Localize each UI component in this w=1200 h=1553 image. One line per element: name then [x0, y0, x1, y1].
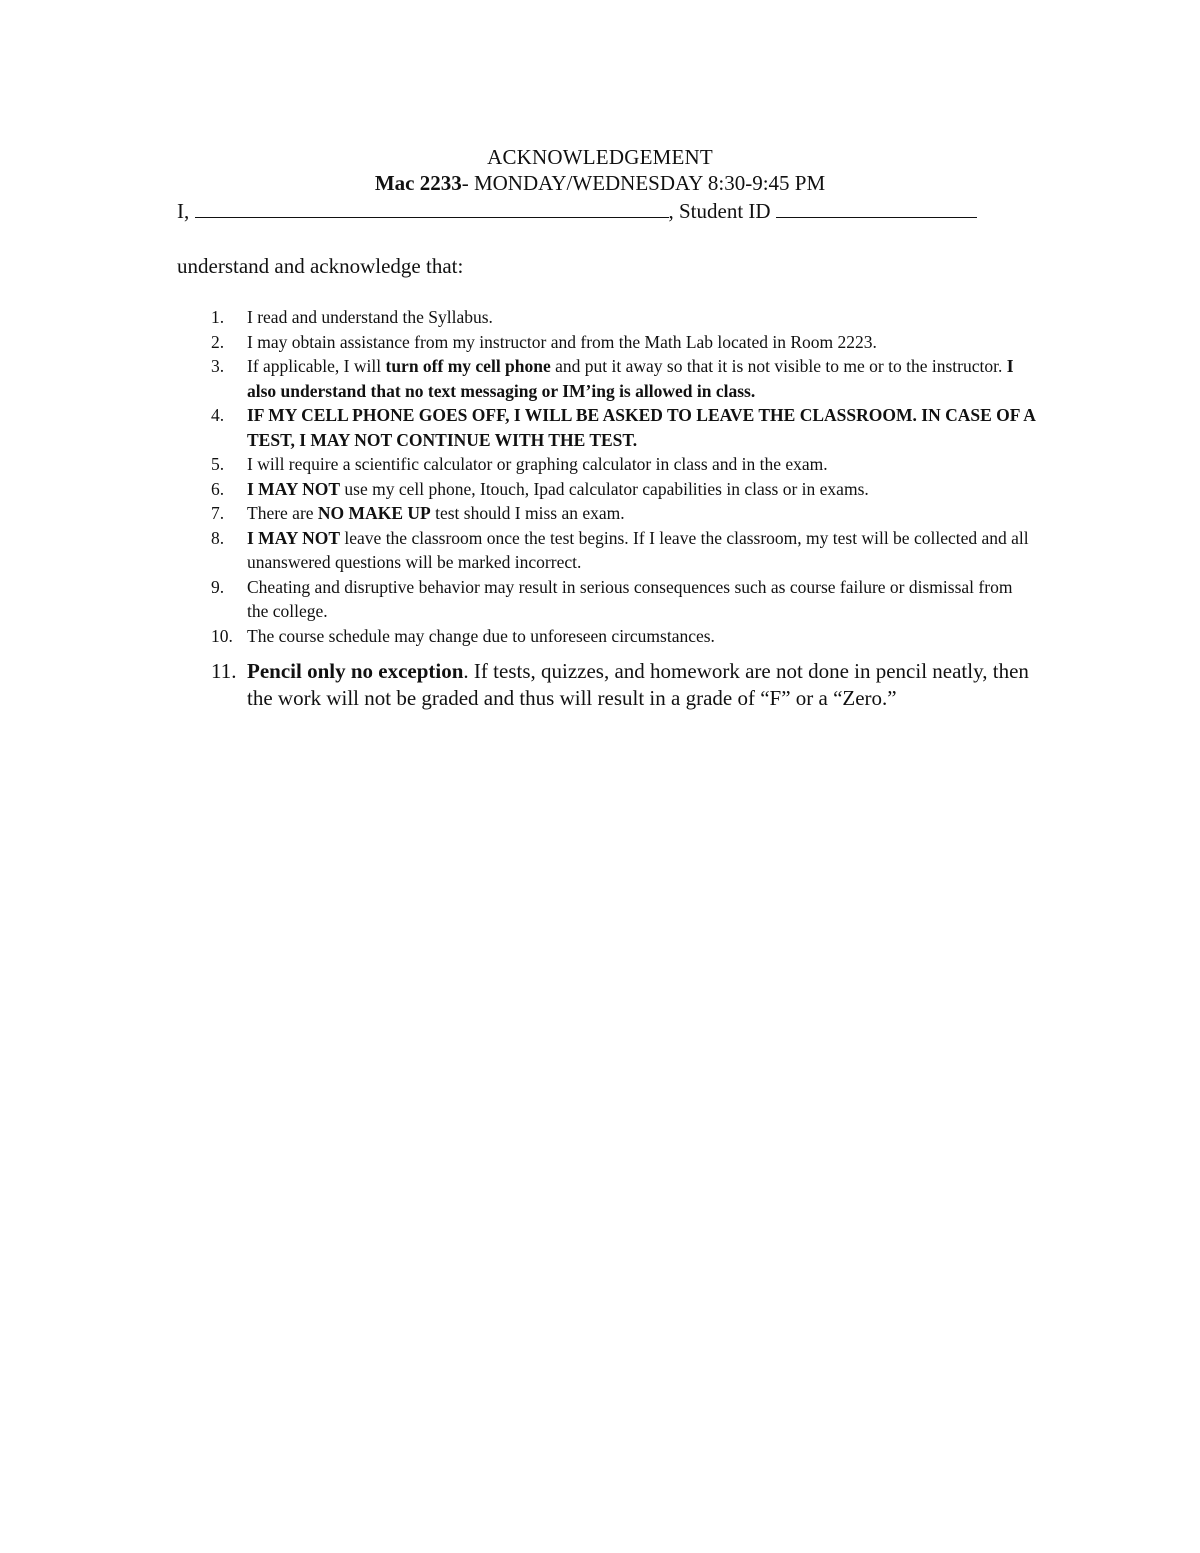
list-item — [177, 330, 1037, 355]
list-item-number: 11. — [211, 659, 237, 683]
list-item-bold-text: turn off my cell phone — [385, 356, 551, 376]
list-item-text: The course schedule may change due to unforeseen circumstances. — [247, 625, 715, 646]
list-item — [177, 501, 1037, 526]
list-item-bold-text: I MAY NOT — [247, 527, 341, 548]
list-item-number: 3. — [211, 356, 225, 376]
list-item-number: 5. — [211, 454, 225, 474]
list-item — [177, 354, 1037, 403]
list-item-number: 1. — [211, 307, 225, 327]
list-item-text: I will require a scientific calculator or graphing calculator in class and in the exam. — [247, 454, 828, 474]
list-item-text: and put it away so that it is not visible to me or to the instructor. — [550, 356, 1007, 376]
list-item-number: 9. — [211, 576, 225, 597]
acknowledgement-list — [177, 305, 1037, 711]
list-item — [177, 575, 1037, 624]
course-subtitle — [0, 170, 1200, 196]
student-name-blank[interactable] — [195, 197, 669, 218]
page-title: ACKNOWLEDGEMENT — [487, 145, 713, 169]
list-item-text: If applicable, I will — [247, 356, 386, 376]
list-item-bold-text: I MAY NOT — [247, 478, 341, 499]
list-item — [177, 477, 1037, 502]
list-item-text: leave the classroom once the test begins. If I leave the classroom, my test will be collected and all unanswered questions will be marked incorrect. — [247, 527, 1029, 572]
list-item-number: 8. — [211, 527, 225, 548]
list-item-number: 4. — [211, 405, 225, 425]
list-item — [177, 526, 1037, 575]
list-item-number: 10. — [211, 625, 233, 646]
list-item-text: I may obtain assistance from my instructor and from the Math Lab located in Room 2223. — [247, 331, 877, 352]
list-item — [177, 452, 1037, 477]
list-item-text: test should I miss an exam. — [430, 503, 625, 523]
student-id-blank[interactable] — [776, 197, 977, 218]
list-item-bold-text: NO MAKE UP — [317, 503, 431, 523]
list-item-text: There are — [247, 503, 318, 523]
list-item-text: I read and understand the Syllabus. — [247, 307, 493, 327]
list-item — [177, 624, 1037, 649]
list-item-bold-text: I also understand that no text messaging or IM’ing is allowed in class. — [247, 356, 1014, 401]
course-code: Mac 2233 — [374, 171, 462, 195]
list-item-bold-text: Pencil only no exception — [247, 659, 464, 683]
list-item — [177, 305, 1037, 330]
list-item — [177, 658, 1037, 711]
list-item-text: Cheating and disruptive behavior may result in serious consequences such as course failure or dismissal from the college. — [247, 576, 1013, 621]
course-schedule: - MONDAY/WEDNESDAY 8:30-9:45 PM — [461, 171, 826, 195]
list-item-text: use my cell phone, Itouch, Ipad calculator capabilities in class or in exams. — [340, 478, 869, 499]
list-item-text: . If tests, quizzes, and homework are not done in pencil neatly, then the work will not be graded and thus will result in a grade of “F” or a “Zero.” — [247, 659, 1029, 710]
list-item — [177, 403, 1037, 452]
list-item-bold-text: IF MY CELL PHONE GOES OFF, I WILL BE ASKED TO LEAVE THE CLASSROOM. IN CASE OF A TEST, I MAY NOT CONTINUE WITH THE TEST. — [247, 405, 1035, 450]
list-item-number: 6. — [211, 478, 225, 499]
list-item-number: 7. — [211, 503, 225, 523]
sig-prefix: I, — [177, 199, 195, 223]
sig-student-id-label: , Student ID — [668, 199, 776, 223]
signature-line — [177, 197, 977, 224]
list-item-number: 2. — [211, 331, 225, 352]
intro-text: understand and acknowledge that: — [177, 254, 464, 278]
